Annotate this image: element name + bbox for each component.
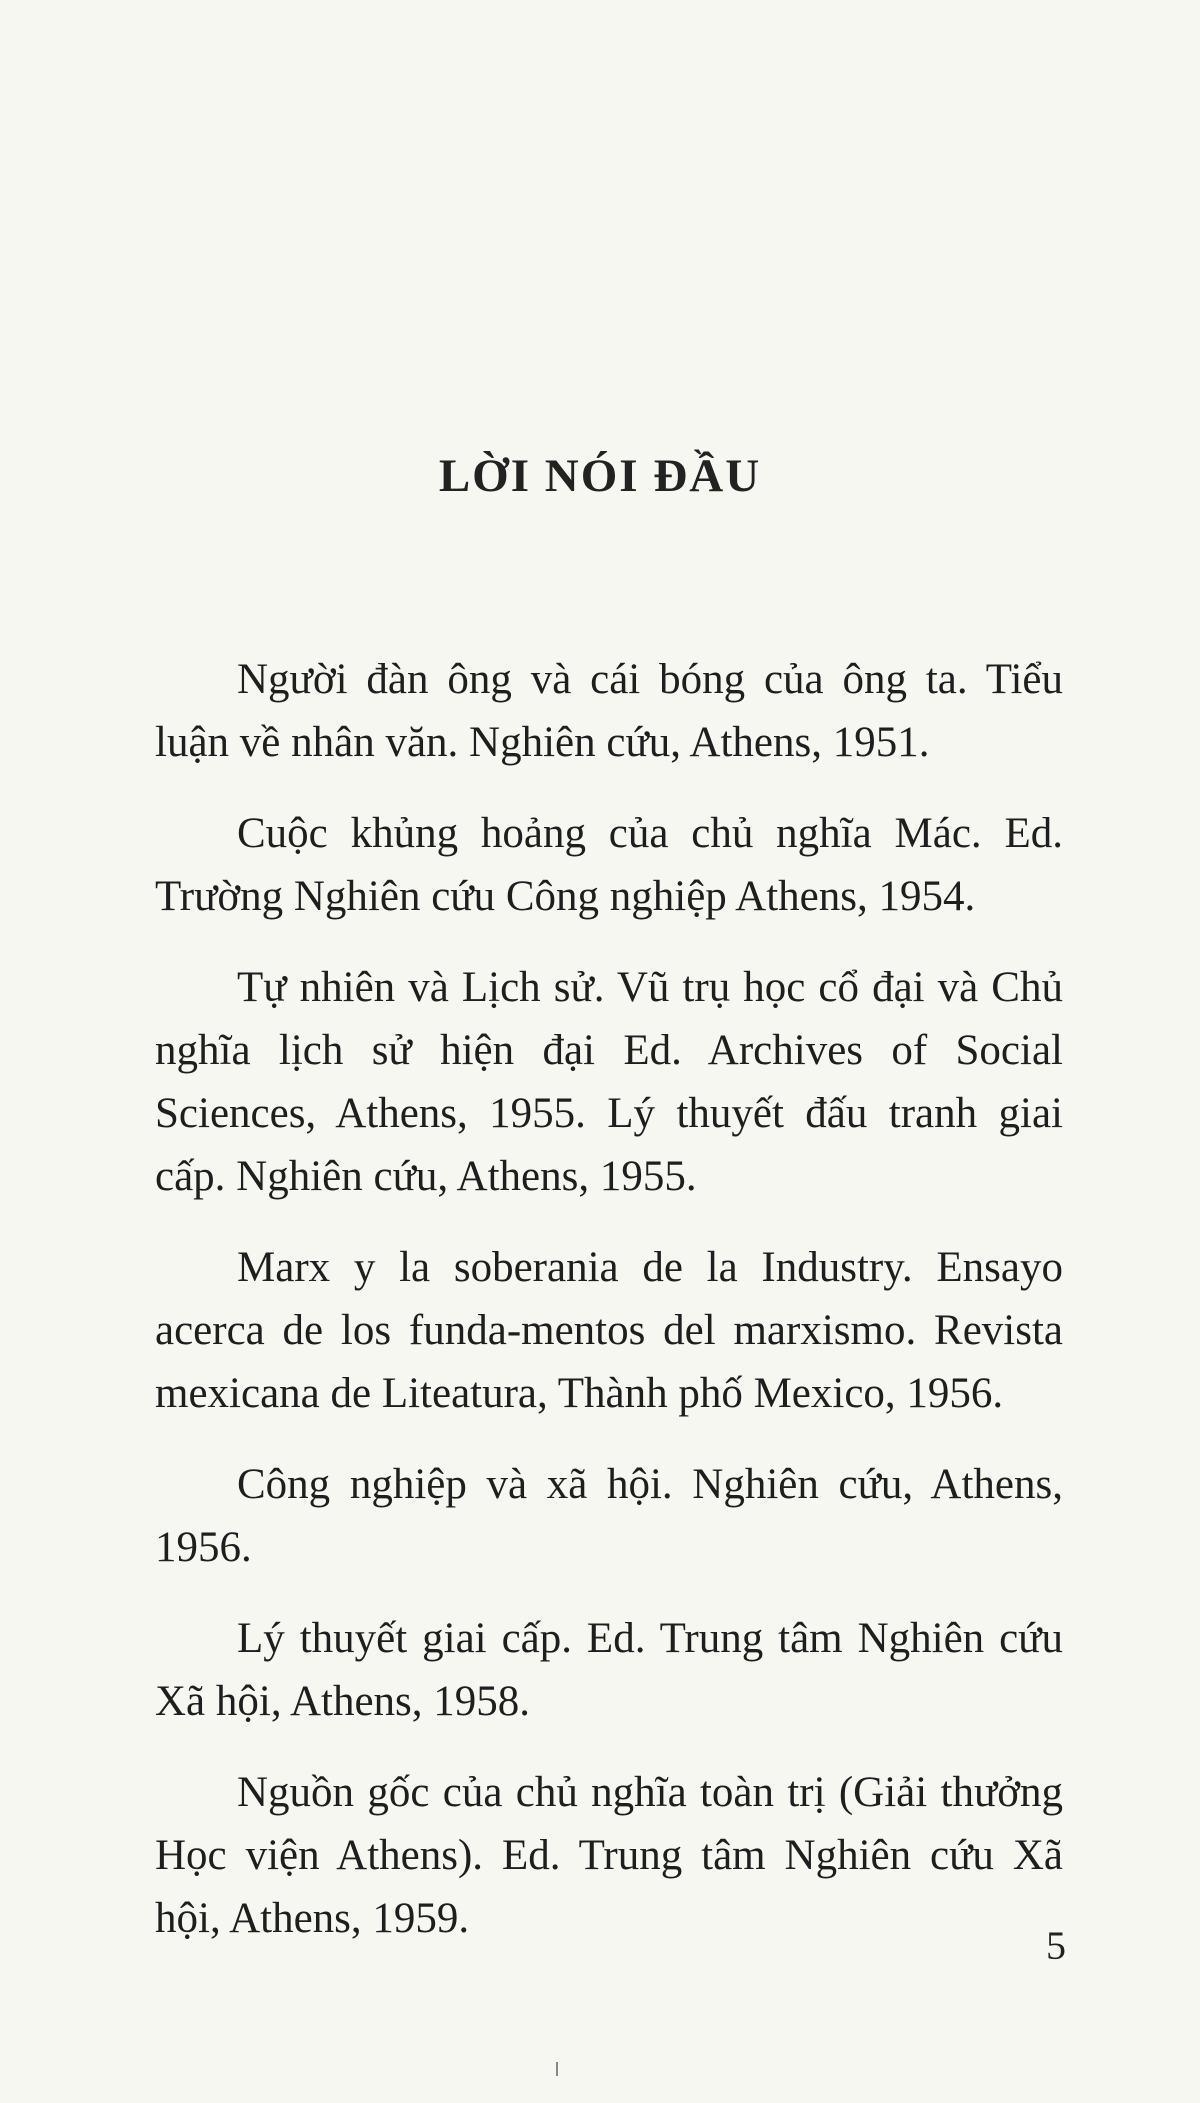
page-title: LỜI NÓI ĐẦU bbox=[438, 450, 762, 503]
bibliography-entry: Marx y la soberania de la Industry. Ensayo acerca de los funda-mentos del marxismo. Revista mexicana de Liteatura, Thành phố Mexico, 1956. bbox=[155, 1244, 1063, 1417]
bibliography-entry: Người đàn ông và cái bóng của ông ta. Tiểu luận về nhân văn. Nghiên cứu, Athens, 1951. bbox=[155, 656, 1063, 766]
page-number: 5 bbox=[1046, 1923, 1066, 1968]
bibliography-entry: Nguồn gốc của chủ nghĩa toàn trị (Giải thưởng Học viện Athens). Ed. Trung tâm Nghiên cứu Xã hội, Athens, 1959. bbox=[155, 1769, 1063, 1942]
scan-speck bbox=[556, 2062, 558, 2076]
bibliography-entry: Cuộc khủng hoảng của chủ nghĩa Mác. Ed. Trường Nghiên cứu Công nghiệp Athens, 1954. bbox=[155, 810, 1063, 920]
bibliography-entry: Công nghiệp và xã hội. Nghiên cứu, Athens, 1956. bbox=[155, 1461, 1063, 1571]
bibliography-list bbox=[155, 648, 1063, 1978]
bibliography-entry: Tự nhiên và Lịch sử. Vũ trụ học cổ đại và Chủ nghĩa lịch sử hiện đại Ed. Archives of Social Sciences, Athens, 1955. Lý thuyết đấu tranh giai cấp. Nghiên cứu, Athens, 1955. bbox=[155, 964, 1063, 1200]
bibliography-entry: Lý thuyết giai cấp. Ed. Trung tâm Nghiên cứu Xã hội, Athens, 1958. bbox=[155, 1615, 1063, 1725]
